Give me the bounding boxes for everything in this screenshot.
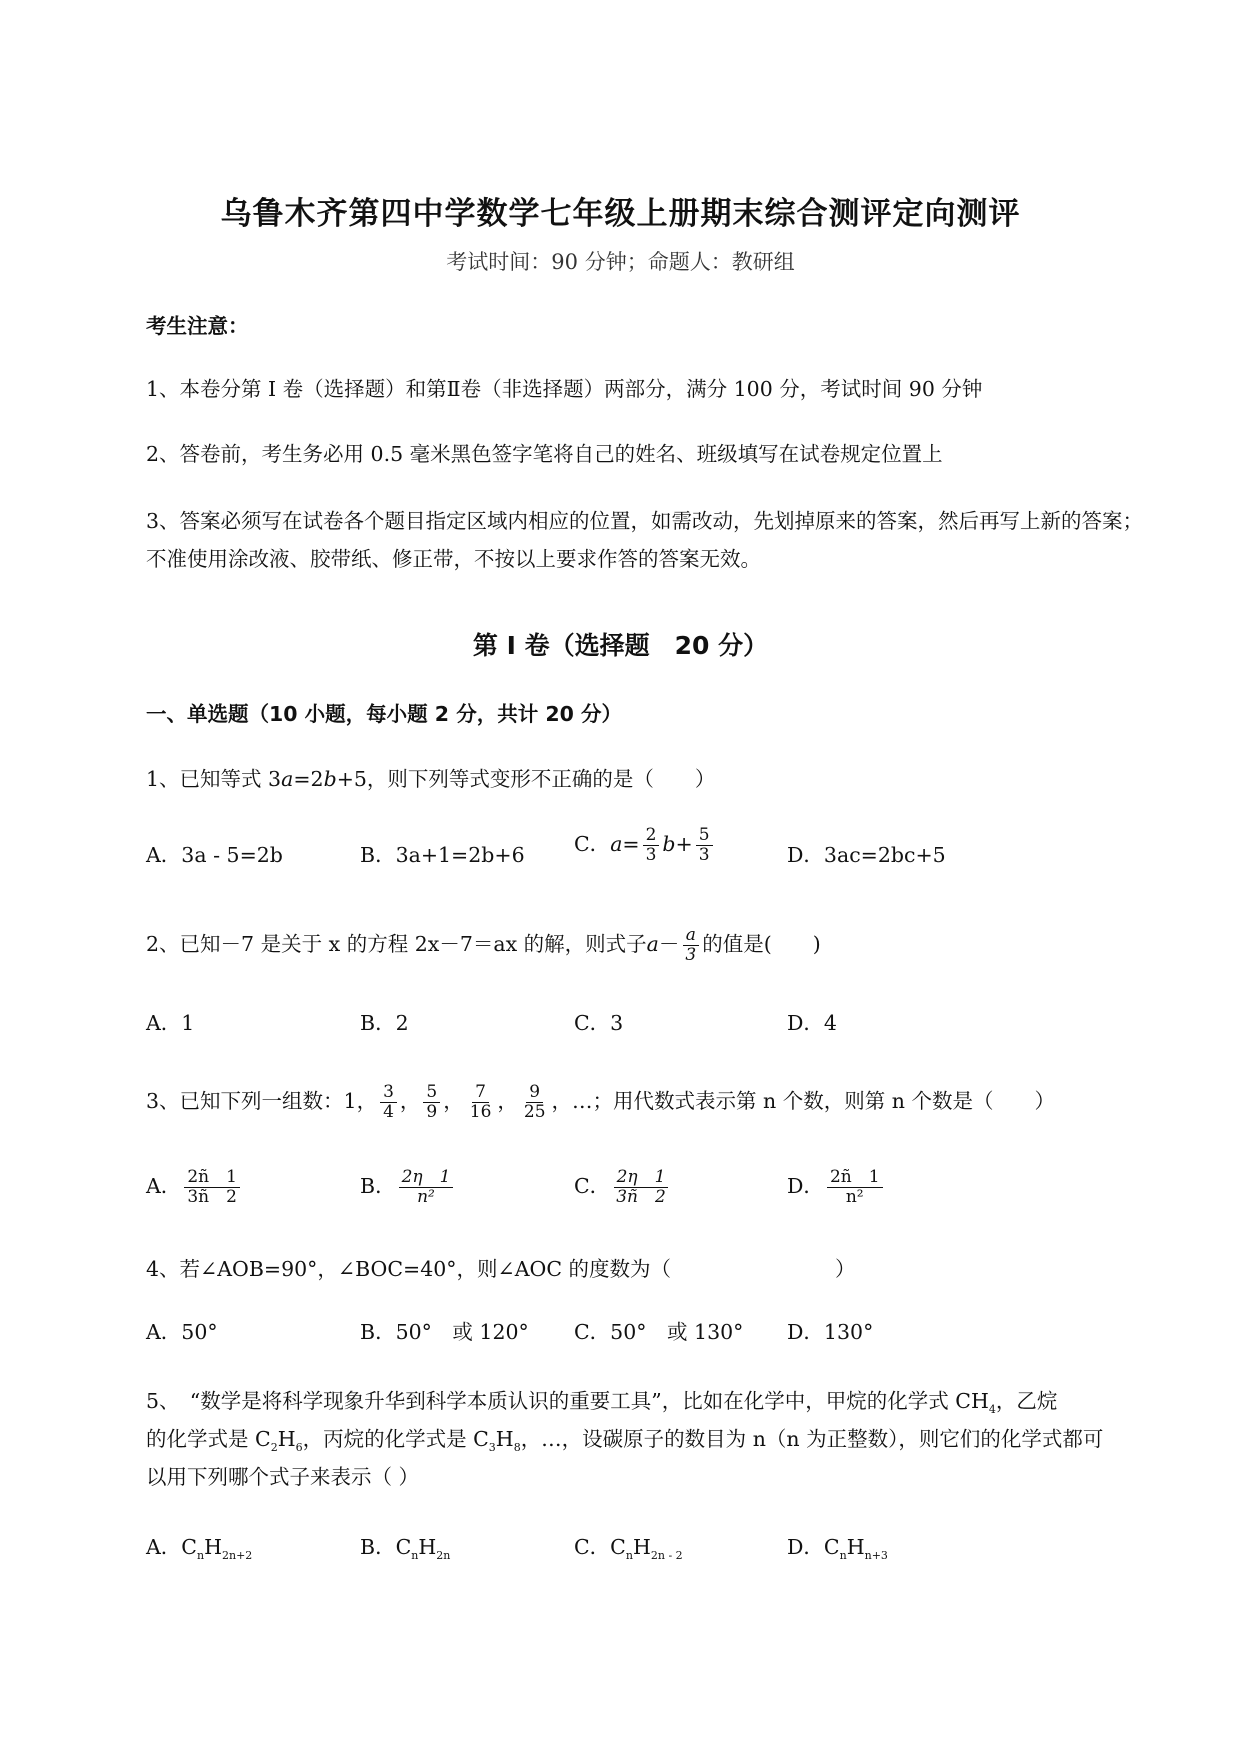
q3-fraction-3: $\frac{7}{16}$ bbox=[469, 1082, 492, 1122]
question-5-line-3: 以用下列哪个式子来表示（ ） bbox=[146, 1465, 420, 1489]
q2-option-b[interactable]: B．2 bbox=[360, 1011, 409, 1035]
notice-item-3: 3、答案必须写在试卷各个题目指定区域内相应的位置，如需改动，先划掉原来的答案，然后再写上新的答案；不准使用涂改液、胶带纸、修正带，不按以上要求作答的答案无效。 bbox=[146, 509, 1144, 571]
q3-option-c[interactable]: C． $\frac{2\eta 1}{3ñ 2}$ bbox=[574, 1168, 672, 1207]
q2-option-c[interactable]: C．3 bbox=[574, 1011, 624, 1035]
question-2-stem: 2、已知－7 是关于 x 的方程 2x－7＝ax 的解，则式子a－ $\frac{a}{3}$ 的值是( ) bbox=[146, 925, 821, 965]
q2-option-a[interactable]: A．1 bbox=[146, 1011, 195, 1035]
page-title: 乌鲁木齐第四中学数学七年级上册期末综合测评定向测评 bbox=[220, 196, 1021, 232]
notice-item-2: 2、答卷前，考生务必用 0.5 毫米黑色签字笔将自己的姓名、班级填写在试卷规定位置上 bbox=[146, 442, 943, 466]
q3-fraction-1: $\frac{3}{4}$ bbox=[380, 1083, 397, 1122]
q4-option-d[interactable]: D．130° bbox=[787, 1320, 874, 1344]
question-4-stem: 4、若∠AOB=90°，∠BOC=40°，则∠AOC 的度数为（ ） bbox=[146, 1257, 856, 1281]
q4-option-b[interactable]: B．50° 或 120° bbox=[360, 1320, 529, 1344]
q1-c-fraction-1: $\frac{2}{3}$ bbox=[643, 826, 660, 865]
question-5-line-2: 的化学式是 $C_2H_6$，丙烷的化学式是 $C_3H_8$，…，设碳原子的数目为 n（n 为正整数），则它们的化学式都可 bbox=[146, 1427, 1104, 1454]
q3-fraction-4: $\frac{9}{25}$ bbox=[523, 1082, 546, 1122]
q3-option-d[interactable]: D． $\frac{2ñ 1}{\text{n²}}$ bbox=[787, 1168, 886, 1207]
q2-fraction: $\frac{a}{3}$ bbox=[682, 926, 699, 965]
q5-option-c[interactable]: C．$C_nH_{2n - 2}$ bbox=[574, 1535, 683, 1562]
question-3-stem: 3、已知下列一组数：1， $\frac{3}{4}$ ， $\frac{5}{9}$ ， $\frac{7}{16}$ ， $\frac{9}{25}$ ，…；用代数式表示第 n 个数，则第 n 个数是（ ） bbox=[146, 1082, 1056, 1122]
q1-option-b[interactable]: B．3a+1=2b+6 bbox=[360, 843, 525, 867]
question-1-stem: 1、已知等式 3a=2b+5，则下列等式变形不正确的是（ ） bbox=[146, 767, 716, 791]
exam-subtitle: 考试时间：90 分钟；命题人：教研组 bbox=[446, 250, 795, 274]
q5-option-b[interactable]: B．$C_nH_{2n}$ bbox=[360, 1535, 451, 1562]
q3-option-a[interactable]: A． $\frac{2ñ 1}{3ñ 2}$ bbox=[146, 1168, 243, 1207]
q4-option-c[interactable]: C．50° 或 130° bbox=[574, 1320, 744, 1344]
q1-option-a[interactable]: A．3a - 5=2b bbox=[146, 843, 283, 867]
part-heading: 一、单选题（10 小题，每小题 2 分，共计 20 分） bbox=[146, 702, 623, 726]
q4-option-a[interactable]: A．50° bbox=[146, 1320, 218, 1344]
question-5-line-1: 5、 “数学是将科学现象升华到科学本质认识的重要工具”，比如在化学中，甲烷的化学式 $CH_4$，乙烷 bbox=[146, 1389, 1058, 1416]
notice-heading: 考生注意： bbox=[146, 314, 249, 338]
q3-option-b[interactable]: B． $\frac{2\eta 1}{\text{n²}}$ bbox=[360, 1168, 456, 1207]
q5-option-d[interactable]: D．$C_nH_{n+3}$ bbox=[787, 1535, 888, 1562]
q1-option-c[interactable]: C．a= $\frac{2}{3}$ b+ $\frac{5}{3}$ bbox=[574, 826, 716, 865]
q5-option-a[interactable]: A．$C_nH_{2n+2}$ bbox=[146, 1535, 253, 1562]
q3-fraction-2: $\frac{5}{9}$ bbox=[423, 1083, 440, 1122]
q1-option-d[interactable]: D．3ac=2bc+5 bbox=[787, 843, 946, 867]
q1-c-fraction-2: $\frac{5}{3}$ bbox=[696, 826, 713, 865]
section-title: 第 I 卷（选择题 20 分） bbox=[472, 631, 769, 660]
q2-option-d[interactable]: D．4 bbox=[787, 1011, 837, 1035]
notice-item-1: 1、本卷分第 I 卷（选择题）和第Ⅱ卷（非选择题）两部分，满分 100 分，考试时间 90 分钟 bbox=[146, 377, 983, 401]
